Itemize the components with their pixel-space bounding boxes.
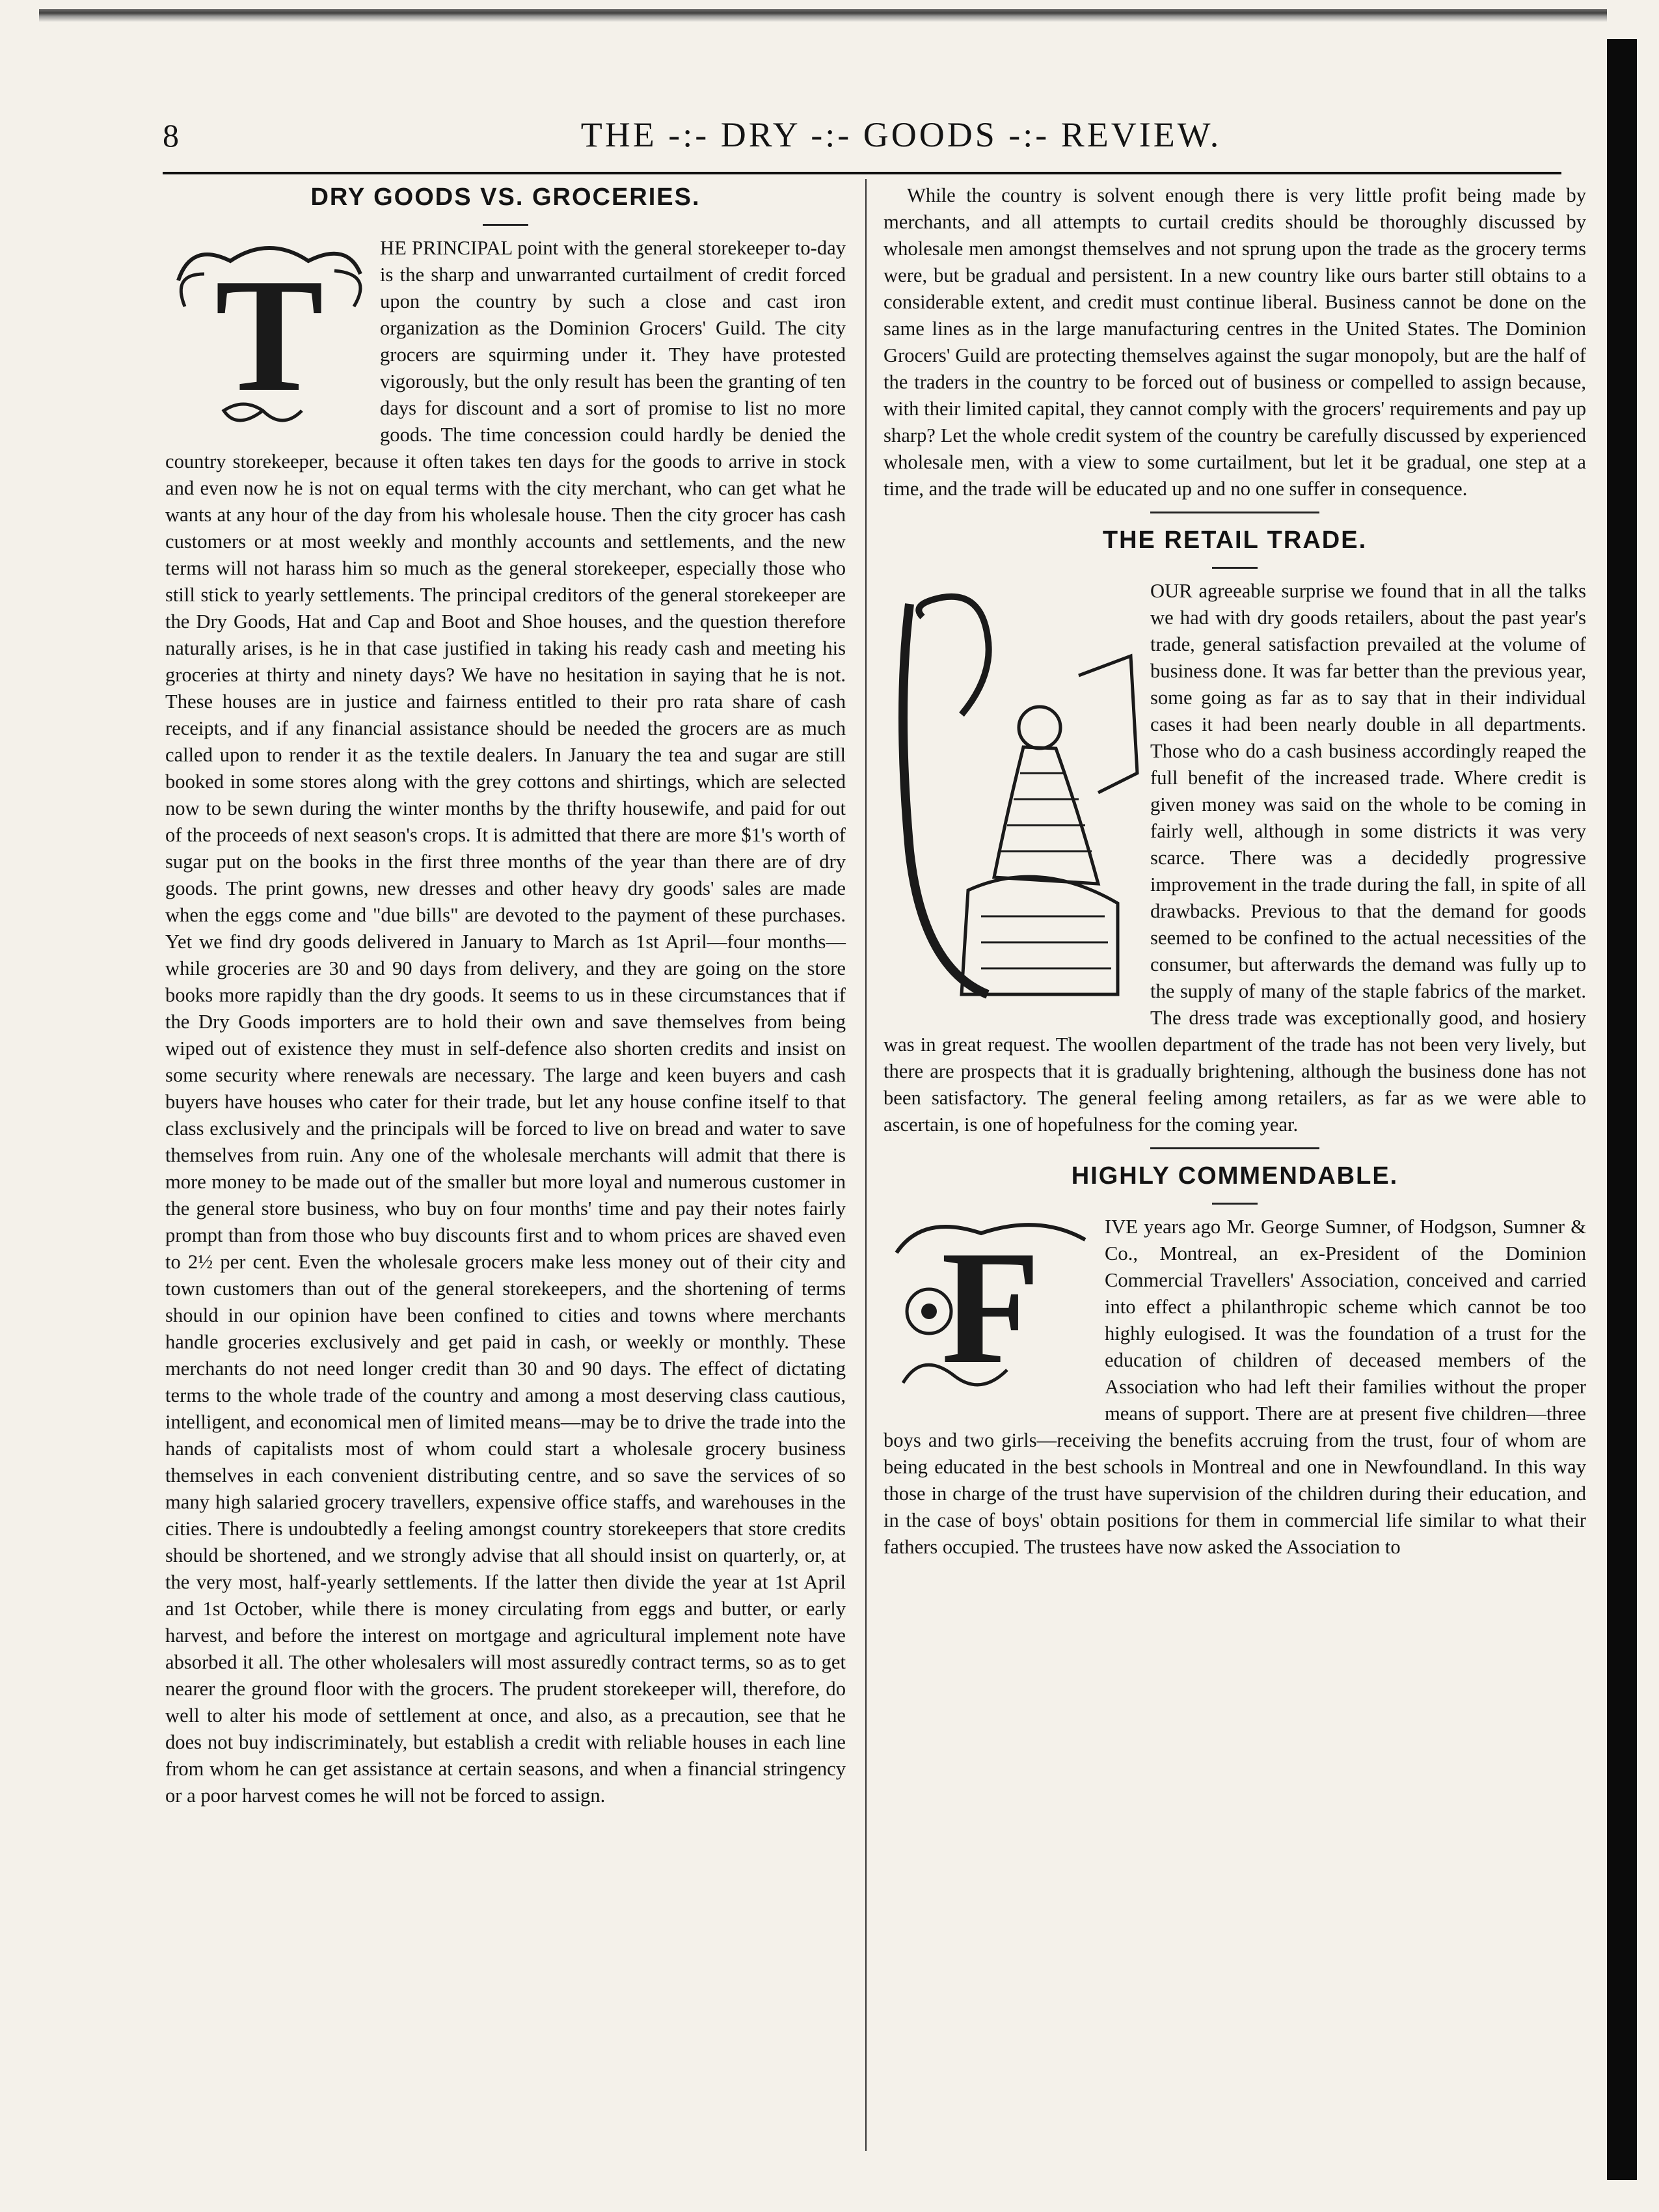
heading-rule: [483, 224, 528, 226]
column-divider: [865, 179, 867, 2151]
left-column: [165, 182, 846, 1809]
ornamental-initial-t: [165, 235, 373, 437]
page-header: [163, 115, 1561, 167]
illustrated-initial-o: [883, 578, 1144, 1007]
ornamental-initial-f: [883, 1214, 1098, 1402]
publication-title: THE -:- DRY -:- GOODS -:- REVIEW.: [580, 115, 1222, 154]
section-heading-retail-trade: THE RETAIL TRADE.: [1102, 526, 1368, 554]
section-heading-dry-goods: DRY GOODS VS. GROCERIES.: [310, 184, 701, 211]
paragraph: IVE years ago Mr. George Sumner, of Hodgson, Sumner & Co., Montreal, an ex-President of the Dominion Commercial Travellers' Association, conceived and carried into effect a philanthropic scheme which cannot be too highly eulogised. It was the foundation of a trust for the education of children of deceased members of the Association who had left their families without the proper means of support. There are at present five children—three boys and two girls—receiving the benefits accruing from the trust, four of whom are being educated in the best schools in Montreal and one in Newfoundland. In this way those in charge of the trust have supervision of the children during their education, and in the case of boys' obtain positions for them in commercial life similar to what their fathers occupied. The trustees have now asked the Association to: [883, 1216, 1586, 1558]
initial-letter: T: [215, 245, 324, 426]
page-number: 8: [163, 117, 179, 154]
initial-letter: F: [941, 1218, 1041, 1398]
heading-rule: [1212, 567, 1258, 569]
paragraph: HE PRINCIPAL point with the general storekeeper to-day is the sharp and unwarranted curtailment of credit forced upon the country by such a close and cast iron organization as the Dominion Grocers' Guild. The city grocers are squirming under it. They have protested vigorously, but the only result has been the granting of ten days for discount and a sort of promise to list no more goods. The time concession could hardly be denied the country storekeeper, because it often takes ten days for the goods to arrive in stock and even now he is not on equal terms with the city merchant, who can get what he wants at any hour of the day from his wholesale house. Then the city grocer has cash customers or at most weekly and monthly accounts and settlements, and the new terms will not harass him so much as the general storekeeper, especially those who still stick to yearly settlements. The principal creditors of the general storekeeper are the Dry Goods, Hat and Cap and Boot and Shoe houses, and the question therefore naturally arises, is he in that case justified in taking his ready cash and meeting his groceries at thirty and ninety days? We have no hesitation in saying that he is not. These houses are in justice and fairness entitled to their pro rata share of cash receipts, and if any financial assistance should be needed the grocers are as much called upon to render it as the textile dealers. In January the tea and sugar are still booked in some stores along with the grey cottons and shirtings, which are selected now to be sewn during the winter months by the thrifty housewife, and paid for out of the proceeds of next season's crops. It is admitted that there are more $1's worth of sugar put on the books in the first three months of the year than there are of dry goods. The print gowns, new dresses and other heavy dry goods' sales are made when the eggs come and "due bills" are devoted to the payment of these purchases. Yet we find dry goods delivered in January to March as 1st April—four months—while groceries are 30 and 90 days from delivery, and they are going on the store books more rapidly than the dry goods. It seems to us in these circumstances that if the Dry Goods importers are to hold their own and save themselves from being wiped out of existence they must in self-defence also shorten credits and insist on some security where renewals are necessary. The large and keen buyers and cash buyers have houses who cater for their trade, but let any house confine itself to that class exclusively and the principals will be forced to live on bread and water to save themselves from ruin. Any one of the wholesale merchants will admit that there is more money to be made out of the smaller but more loyal and numerous customer in the general store business, who buy on four months' time and pay their notes fairly prompt than from those who buy discounts first and to whom prices are shaved even to 2½ per cent. Even the wholesale grocers make less money out of their city and town customers than out of the general storekeepers, and the shortening of terms should in our opinion have been confined to cities and towns where merchants handle groceries exclusively and get paid in cash, or weekly or monthly. These merchants do not need longer credit than 30 and 90 days. The effect of dictating terms to the whole trade of the country and among a most deserving class cautious, intelligent, and economical men of limited means—may be to drive the trade into the hands of capitalists most of whom could start a wholesale grocery business themselves in each convenient distributing centre, and so save the services of so many high salaried grocery travellers, expensive office staffs, and warehouses in the cities. There is undoubtedly a feeling amongst country storekeepers that store credits should be shortened, and we strongly advise that all should insist on quarterly, or, at the very most, half-yearly settlements. If the latter then divide the year at 1st April and 1st October, while there is money circulating from eggs and butter, or early harvest, and before the interest on mortgage and agricultural implement note have absorbed it all. The other wholesalers will most assuredly contract terms, so as to get nearer the ground floor with the grocers. The prudent storekeeper will, therefore, do well to alter his mode of settlement at once, and also, as a precaution, see that he does not buy indiscriminately, but establish a credit with reliable houses in each line from whom he can get assistance at certain seasons, and when a financial stringency or a poor harvest comes he will not be forced to assign.: [165, 237, 846, 1807]
article-dry-goods-vs-groceries: [165, 235, 846, 1809]
section-rule: [1150, 512, 1319, 513]
section-heading-highly-commendable: HIGHLY COMMENDABLE.: [1071, 1162, 1399, 1190]
binding-edge-bar: [1607, 39, 1637, 2180]
heading-rule: [1212, 1203, 1258, 1205]
article-continuation: [883, 182, 1586, 502]
right-column: [883, 182, 1586, 1561]
top-edge-rule: [39, 9, 1607, 22]
article-retail-trade: [883, 578, 1586, 1138]
paragraph: While the country is solvent enough there is very little profit being made by merchants, and all attempts to curtail credits should be thoroughly discussed by wholesale men amongst themselves and not sprung upon the trade as the grocery terms were, but be gradual and persistent. In a new country like ours barter still obtains to a considerable extent, and credit must continue liberal. Business cannot be done on the same lines as in the large manufacturing centres in the United States. The Dominion Grocers' Guild are protecting themselves against the sugar monopoly, but are the half of the traders in the country to be forced out of business or compelled to assign because, with their limited capital, they cannot comply with the grocers' requirements and pay up sharp? Let the whole credit system of the country be carefully discussed by experienced wholesale men, with a view to some curtailment, but let it be gradual, one step at a time, and the trade will be educated up and no one suffer in consequence.: [883, 184, 1586, 500]
paragraph: OUR agreeable surprise we found that in all the talks we had with dry goods retailers, about the past year's trade, general satisfaction prevailed at the volume of business done. It was far better than the previous year, some going as far as to say that in their individual cases it had been nearly double in all departments. Those who do a cash business accordingly reaped the full benefit of the increased trade. Where credit is given money was said on the whole to be coming in fairly well, although in some districts it was very scarce. There was a decidedly progressive improvement in the trade during the fall, in spite of all drawbacks. Previous to that the demand for goods seemed to be confined to the actual necessities of the consumer, but afterwards the demand was fully up to the supply of many of the staple fabrics of the market. The dress trade was exceptionally good, and hosiery was in great request. The woollen department of the trade has not been very lively, but there are prospects that it is gradually brightening, although the business done has not been satisfactory. The general feeling among retailers, as far as we were able to ascertain, is one of hopefulness for the coming year.: [883, 580, 1586, 1136]
article-highly-commendable: [883, 1214, 1586, 1561]
header-rule: [163, 172, 1561, 174]
section-rule: [1150, 1147, 1319, 1149]
